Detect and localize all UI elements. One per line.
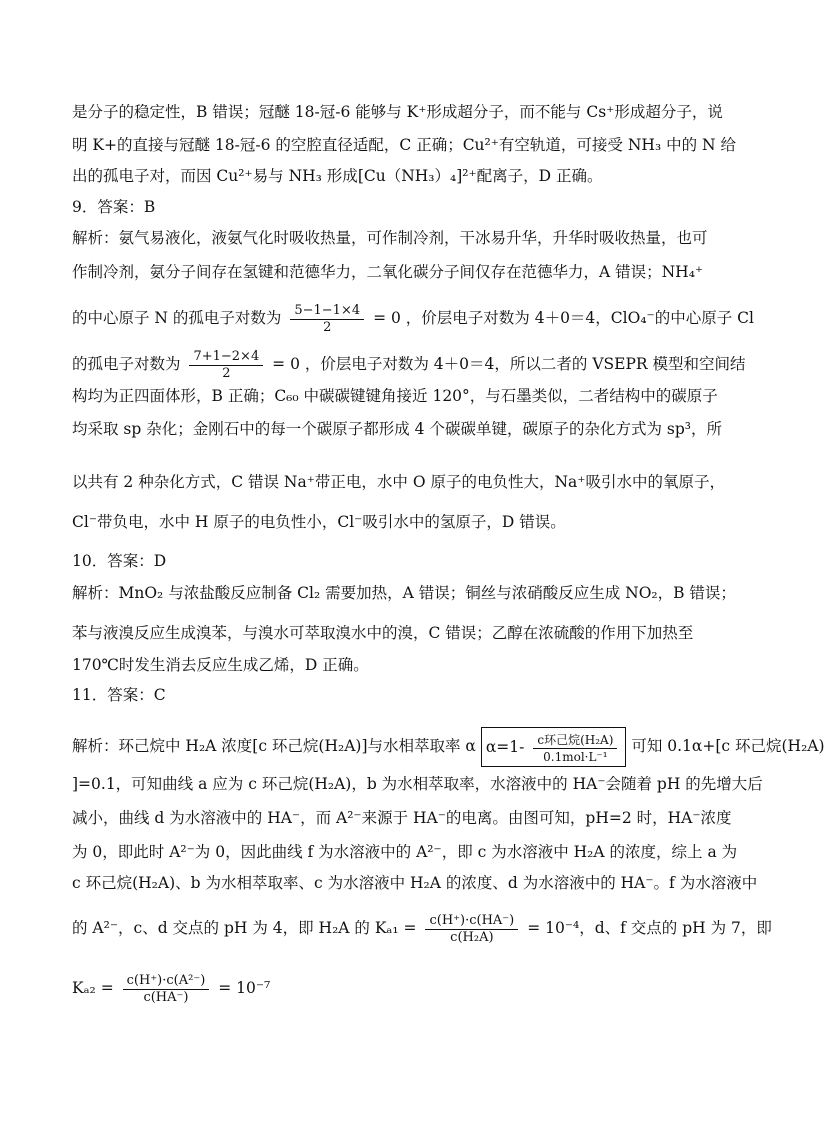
formula-line [72,966,724,1010]
clo4-fraction [189,349,263,382]
alpha-expression: α=1- [485,738,525,756]
text-segment: ，价层电子对数为 4＋0＝4，所以二者的 VSEPR 模型和空间结 [304,355,746,373]
fraction-numerator: 5−1−1×4 [290,303,364,320]
text-line: 减小，曲线 d 为水溶液中的 HA⁻，而 A²⁻来源于 HA⁻的电离。由图可知，pH=2 时，HA⁻浓度 [72,809,732,827]
fraction-denominator: 0.1mol·L⁻¹ [543,749,608,764]
fraction-denominator: 2 [222,365,231,381]
text-segment: ，价层电子对数为 4＋0＝4，ClO₄⁻的中心原子 Cl [405,309,754,327]
fraction-denominator: c(H₂A) [450,929,494,945]
text-segment: 的孤电子对数为 [72,355,181,373]
text-line: 作制冷剂，氨分子间存在氢键和范德华力，二氧化碳分子间仅存在范德华力，A 错误；NH₄⁺ [72,263,704,281]
formula-line [72,722,825,770]
ka1-fraction [425,913,518,946]
text-segment: 的中心原子 N 的孤电子对数为 [72,309,282,327]
ka2-label: Kₐ₂ = [72,979,114,997]
formula-line [72,296,754,340]
formula-line [72,342,746,386]
nh4-fraction [290,303,364,336]
fraction-numerator: c(H⁺)·c(A²⁻) [123,973,210,990]
fraction-numerator: c(H⁺)·c(HA⁻) [425,913,518,930]
alpha-fraction [533,732,617,765]
formula-line [72,906,772,950]
text-line: 均采取 sp 杂化；金刚石中的每一个碳原子都形成 4 个碳碳单键，碳原子的杂化方式为 sp³，所 [72,420,722,438]
text-line: 解析：氨气易液化，液氨气化时吸收热量，可作制冷剂，干冰易升华，升华时吸收热量，也可 [72,229,708,247]
fraction-denominator: 2 [323,319,332,335]
answer-11-heading: 11．答案：C [72,686,166,704]
text-line: ]=0.1，可知曲线 a 应为 c 环己烷(H₂A)，b 为水相萃取率，水溶液中的 HA⁻会随着 pH 的先增大后 [72,775,763,793]
text-segment: 可知 0.1α+[c 环己烷(H₂A) [631,737,825,755]
alpha-bracket [481,727,627,767]
fraction-denominator: c(HA⁻) [143,989,189,1005]
equation-result: = 0 [373,309,401,327]
text-line: c 环己烷(H₂A)、b 为水相萃取率、c 为水溶液中 H₂A 的浓度、d 为水溶液中的 HA⁻。f 为水溶液中 [72,874,758,892]
ka2-fraction [123,973,210,1006]
text-segment: 解析：环己烷中 H₂A 浓度[c 环己烷(H₂A)]与水相萃取率 α [72,737,476,755]
equation-result: = 0 [272,355,300,373]
text-line: 解析：MnO₂ 与浓盐酸反应制备 Cl₂ 需要加热，A 错误；铜丝与浓硝酸反应生成 NO₂，B 错误； [72,584,736,602]
text-line: 明 K+的直接与冠醚 18-冠-6 的空腔直径适配，C 正确；Cu²⁺有空轨道，可接受 NH₃ 中的 N 给 [72,136,736,154]
text-line: 以共有 2 种杂化方式，C 错误 Na⁺带正电，水中 O 原子的电负性大，Na⁺吸引水中的氧原子， [72,473,725,491]
fraction-numerator: c环己烷(H₂A) [533,732,617,749]
ka2-value: = 10⁻⁷ [218,979,271,997]
text-line: 构均为正四面体形，B 正确；C₆₀ 中碳碳键键角接近 120°，与石墨类似，二者结构中的碳原子 [72,387,718,405]
text-line: 出的孤电子对，而因 Cu²⁺易与 NH₃ 形成[Cu（NH₃）₄]²⁺配离子，D 正确。 [72,167,603,185]
text-line: 是分子的稳定性，B 错误；冠醚 18-冠-6 能够与 K⁺形成超分子，而不能与 Cs⁺形成超分子，说 [72,103,723,121]
text-segment: = 10⁻⁴，d、f 交点的 pH 为 7，即 [527,919,772,937]
answer-10-heading: 10．答案：D [72,552,167,570]
text-segment: 的 A²⁻，c、d 交点的 pH 为 4，即 H₂A 的 Kₐ₁ = [72,919,417,937]
fraction-numerator: 7+1−2×4 [189,349,263,366]
text-line: 170℃时发生消去反应生成乙烯，D 正确。 [72,656,369,674]
answer-9-heading: 9．答案：B [72,198,156,216]
text-line: 苯与液溴反应生成溴苯，与溴水可萃取溴水中的溴，C 错误；乙醇在浓硫酸的作用下加热至 [72,624,694,642]
text-line: 为 0，即此时 A²⁻为 0，因此曲线 f 为水溶液中的 A²⁻，即 c 为水溶液中 H₂A 的浓度，综上 a 为 [72,843,738,861]
text-line: Cl⁻带负电，水中 H 原子的电负性小，Cl⁻吸引水中的氢原子，D 错误。 [72,513,566,531]
